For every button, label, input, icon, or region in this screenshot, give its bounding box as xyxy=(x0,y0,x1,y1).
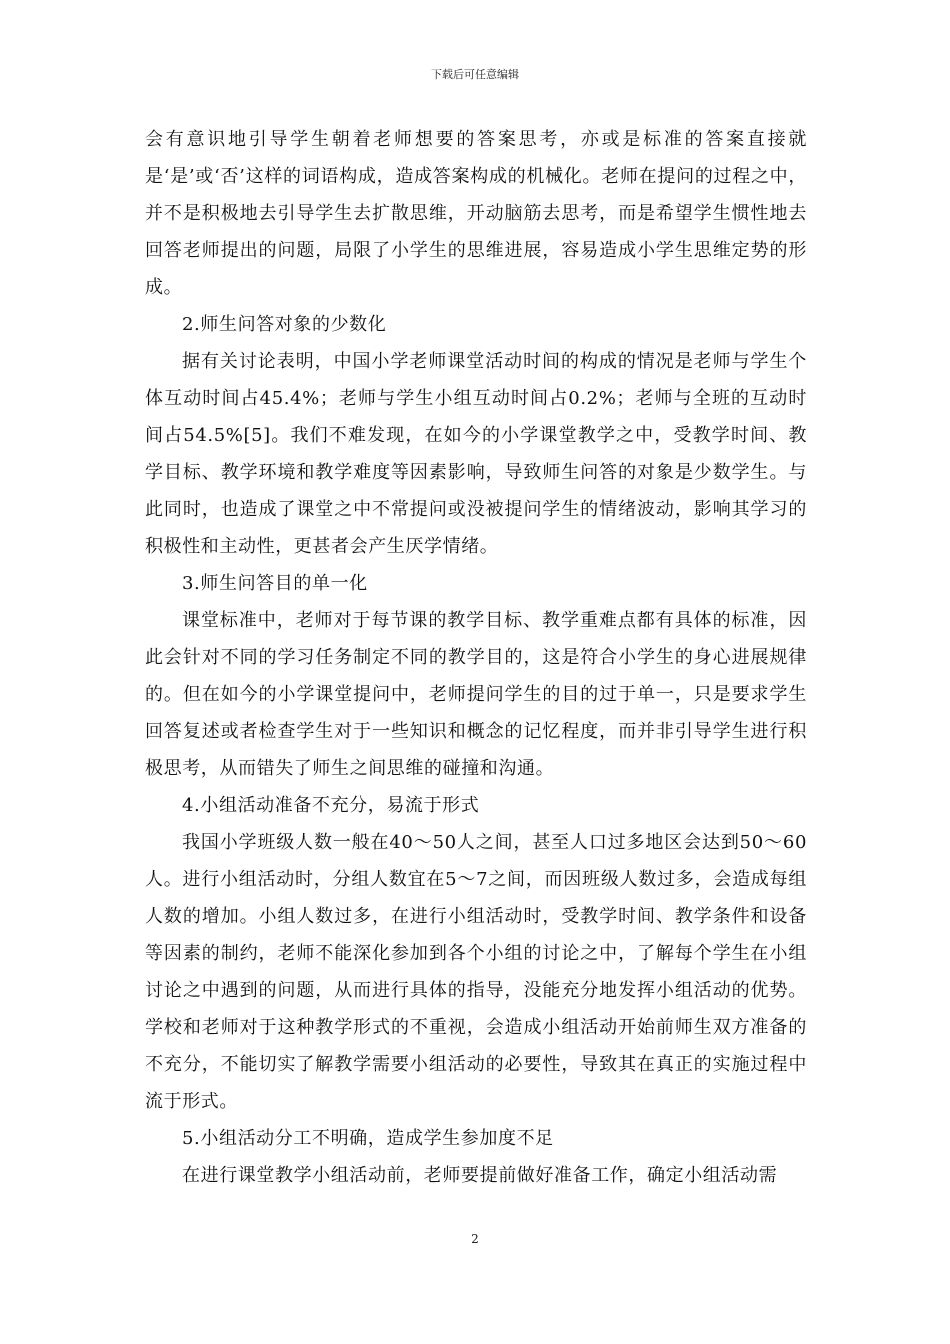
paragraph-5: 在进行课堂教学小组活动前，老师要提前做好准备工作，确定小组活动需 xyxy=(182,1165,778,1186)
section-heading-4: 4.小组活动准备不充分，易流于形式 xyxy=(182,795,480,816)
section-heading-3: 3.师生问答目的单一化 xyxy=(182,573,368,594)
body-text xyxy=(145,121,807,1194)
page-number: 2 xyxy=(471,1232,479,1246)
paragraph-3: 课堂标准中，老师对于每节课的教学目标、教学重难点都有具体的标准，因此会针对不同的学习任务制定不同的教学目的，这是符合小学生的身心进展规律的。但在如今的小学课堂提问中，老师提问学生的目的过于单一，只是要求学生回答复述或者检查学生对于一些知识和概念的记忆程度，而并非引导学生进行积极思考，从而错失了师生之间思维的碰撞和沟通。 xyxy=(145,610,807,779)
section-heading-5: 5.小组活动分工不明确，造成学生参加度不足 xyxy=(182,1128,554,1149)
paragraph-continuation: 会有意识地引导学生朝着老师想要的答案思考，亦或是标准的答案直接就是‘是’或‘否’这样的词语构成，造成答案构成的机械化。老师在提问的过程之中，并不是积极地去引导学生去扩散思维，开动脑筋去思考，而是希望学生惯性地去回答老师提出的问题，局限了小学生的思维进展，容易造成小学生思维定势的形成。 xyxy=(145,129,807,298)
paragraph-2: 据有关讨论表明，中国小学老师课堂活动时间的构成的情况是老师与学生个体互动时间占45.4%；老师与学生小组互动时间占0.2%；老师与全班的互动时间占54.5%[5]。我们不难发现，在如今的小学课堂教学之中，受教学时间、教学目标、教学环境和教学难度等因素影响，导致师生问答的对象是少数学生。与此同时，也造成了课堂之中不常提问或没被提问学生的情绪波动，影响其学习的积极性和主动性，更甚者会产生厌学情绪。 xyxy=(145,351,807,557)
page-header: 下载后可任意编辑 xyxy=(431,68,519,81)
paragraph-4: 我国小学班级人数一般在40～50人之间，甚至人口过多地区会达到50～60人。进行小组活动时，分组人数宜在5～7之间，而因班级人数过多，会造成每组人数的增加。小组人数过多，在进行小组活动时，受教学时间、教学条件和设备等因素的制约，老师不能深化参加到各个小组的讨论之中，了解每个学生在小组讨论之中遇到的问题，从而进行具体的指导，没能充分地发挥小组活动的优势。学校和老师对于这种教学形式的不重视，会造成小组活动开始前师生双方准备的不充分，不能切实了解教学需要小组活动的必要性，导致其在真正的实施过程中流于形式。 xyxy=(145,832,807,1112)
section-heading-2: 2.师生问答对象的少数化 xyxy=(182,314,387,335)
